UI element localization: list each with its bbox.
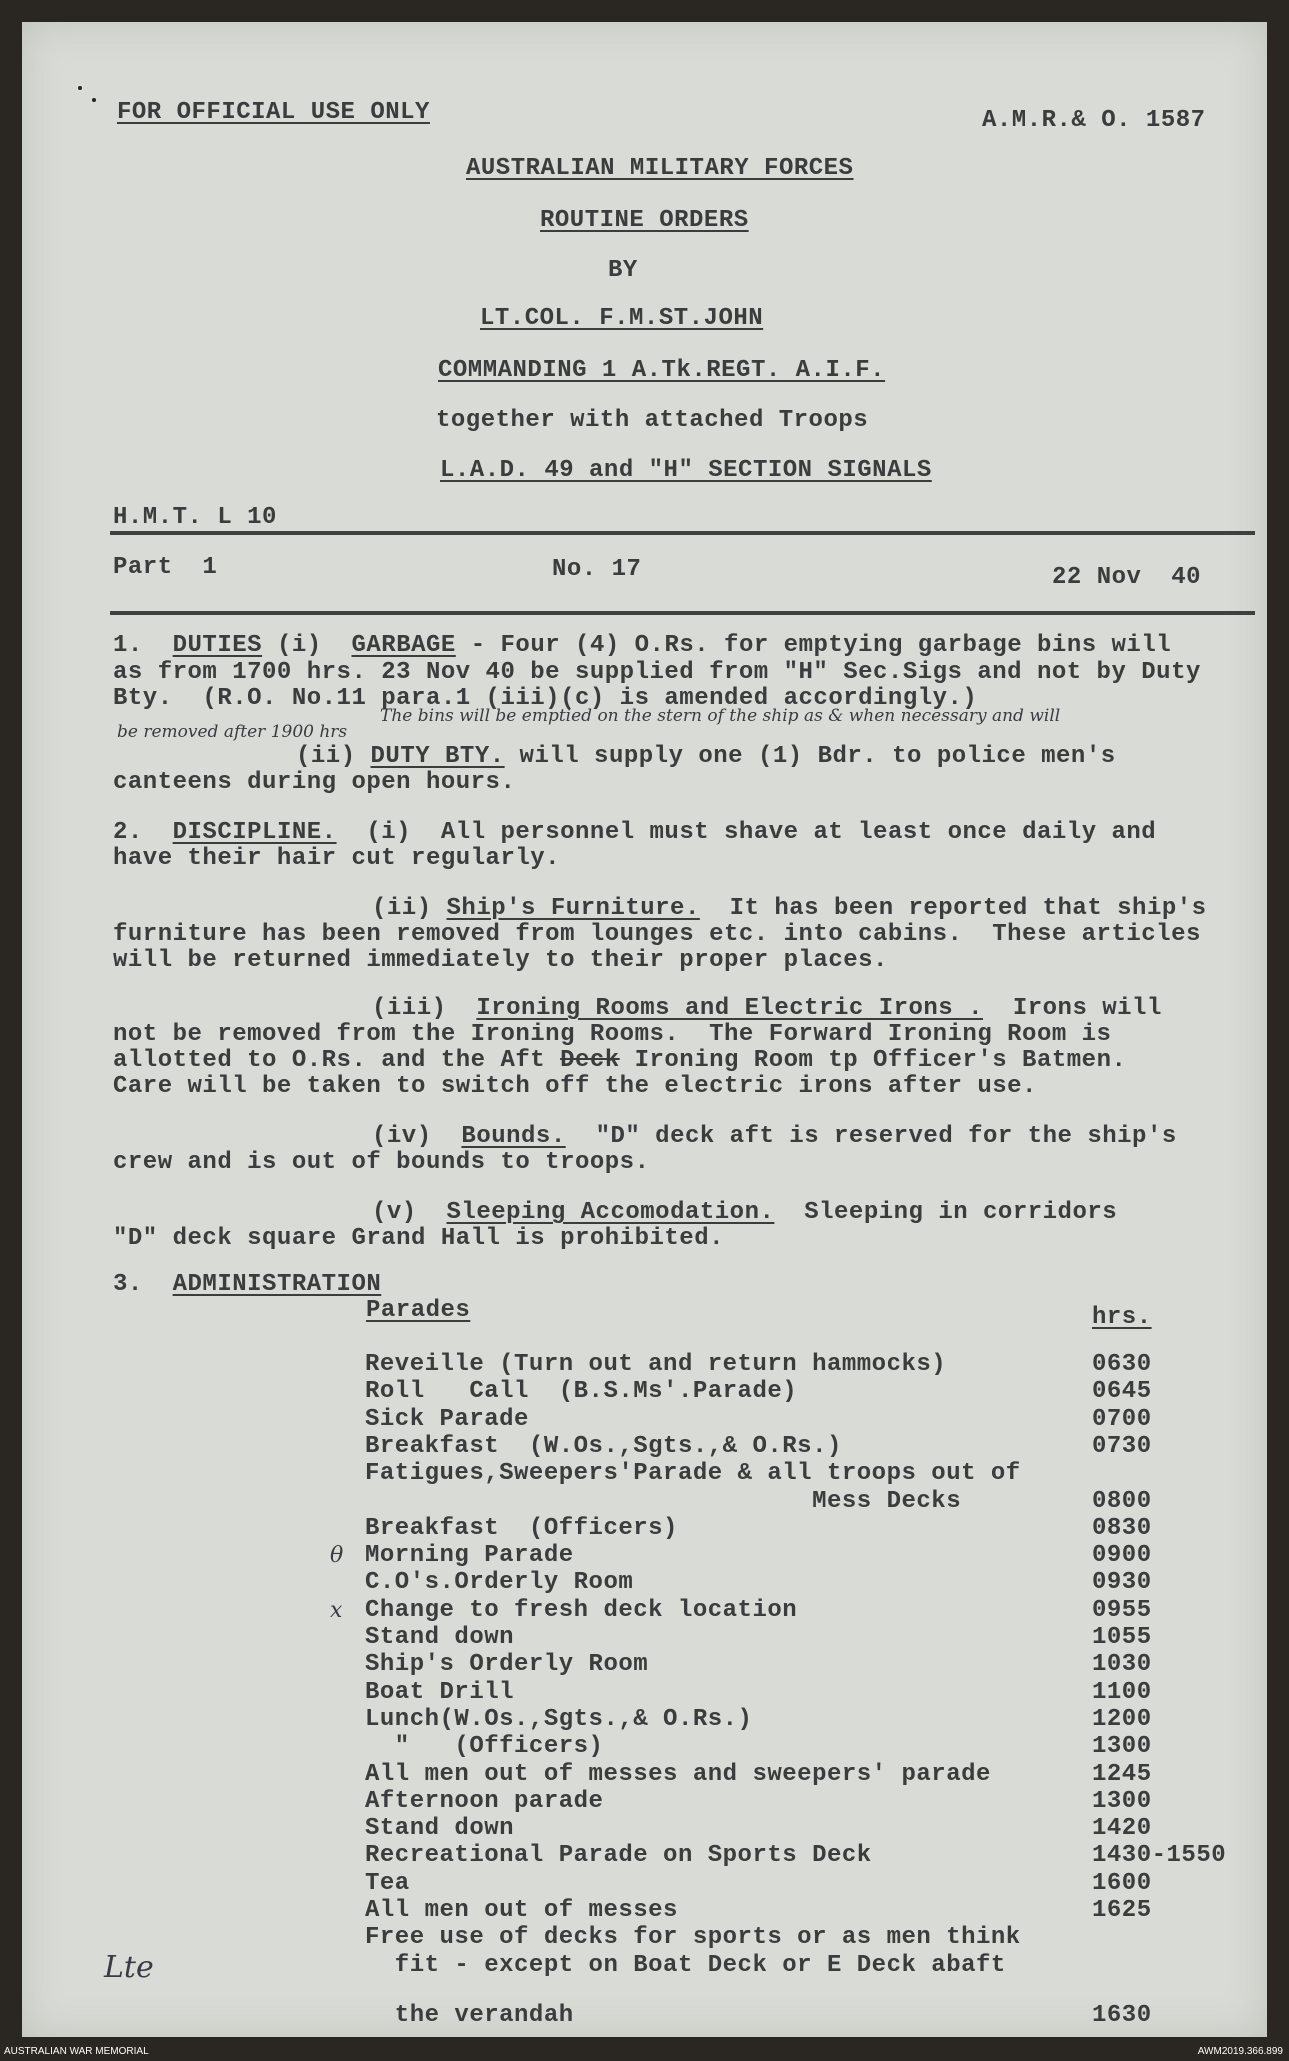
schedule-margin-mark: θ [330, 1543, 344, 1569]
schedule-activity: Stand down [365, 1624, 515, 1651]
schedule-time: 0900 [1092, 1542, 1152, 1570]
section-3-heading: 3. ADMINISTRATION [113, 1271, 382, 1298]
footer-accession-number: AWM2019.366.899 [1197, 2046, 1283, 2057]
schedule-time: 1300 [1092, 1787, 1152, 1815]
command-line: COMMANDING 1 A.Tk.REGT. A.I.F. [438, 357, 886, 384]
section-2-ii-line-3: will be returned immediately to their proper places. [113, 947, 888, 974]
schedule-activity: Breakfast (Officers) [365, 1514, 678, 1542]
order-number: No. 17 [552, 556, 642, 583]
schedule-time: 1200 [1092, 1705, 1152, 1733]
schedule-time: 1420 [1092, 1815, 1152, 1843]
schedule-activity: Fatigues,Sweepers'Parade & all troops out of [365, 1460, 1021, 1488]
section-2-iv-line-2: crew and is out of bounds to troops. [113, 1149, 650, 1176]
section-2-iii-line-4: Care will be taken to switch off the electric irons after use. [113, 1073, 1037, 1100]
handwritten-note-1: The bins will be emptied on the stern of the ship as & when necessary and will [380, 706, 1061, 726]
schedule-activity: Ship's Orderly Room [365, 1651, 649, 1679]
order-date: 22 Nov 40 [1052, 564, 1202, 591]
section-2-v-line-2: "D" deck square Grand Hall is prohibited. [113, 1225, 724, 1252]
schedule-time: 0830 [1092, 1514, 1152, 1542]
schedule-activity: Recreational Parade on Sports Deck [365, 1842, 872, 1870]
schedule-activity: fit - except on Boat Deck or E Deck abaft [365, 1951, 1006, 1979]
section-2-iii-line-3: allotted to O.Rs. and the Aft Deck Ironing Room tp Officer's Batmen. [113, 1047, 1127, 1074]
section-2-iv-line-1: (iv) Bounds. "D" deck aft is reserved for the ship's [372, 1123, 1177, 1150]
document-reference: A.M.R.& O. 1587 [982, 107, 1206, 134]
ironing-rooms-heading: Ironing Rooms and Electric Irons . [476, 995, 984, 1022]
section-1-ii-line-2: canteens during open hours. [113, 769, 516, 796]
schedule-activity: Afternoon parade [365, 1787, 604, 1815]
schedule-activity: Stand down [365, 1815, 515, 1843]
attached-troops-line: together with attached Troops [436, 407, 869, 434]
schedule-time: 0645 [1092, 1378, 1152, 1406]
sleeping-accomodation-heading: Sleeping Accomodation. [446, 1199, 775, 1226]
schedule-activity: Tea [365, 1869, 410, 1897]
schedule-activity: Free use of decks for sports or as men think [365, 1924, 1021, 1952]
schedule-activity: Change to fresh deck location [365, 1596, 798, 1624]
signature: Lte [104, 1950, 154, 1985]
schedule-activity: Reveille (Turn out and return hammocks) [365, 1351, 947, 1378]
schedule-time: 1245 [1092, 1760, 1152, 1788]
section-2-line-2: have their hair cut regularly. [113, 845, 561, 872]
schedule-time: 1625 [1092, 1897, 1152, 1924]
schedule-time: 0955 [1092, 1596, 1152, 1624]
schedule-activity: the verandah [365, 2002, 574, 2030]
schedule-time: 1430-1550 [1092, 1842, 1227, 1870]
schedule-time: 0800 [1092, 1487, 1152, 1515]
schedule-time: 0700 [1092, 1405, 1152, 1433]
schedule-activity: " (Officers) [365, 1733, 604, 1761]
schedule-activity: C.O's.Orderly Room [365, 1569, 634, 1597]
by-line: BY [608, 257, 638, 284]
schedule-activity: Roll Call (B.S.Ms'.Parade) [365, 1378, 798, 1406]
section-2-ii-line-1: (ii) Ship's Furniture. It has been reported that ship's [372, 895, 1207, 922]
schedule-time: 1300 [1092, 1733, 1152, 1761]
schedule-activity: Sick Parade [365, 1405, 529, 1433]
schedule-activity: Lunch(W.Os.,Sgts.,& O.Rs.) [365, 1705, 753, 1733]
schedule-activity: Mess Decks [365, 1487, 962, 1515]
duty-bty-heading: DUTY BTY. [370, 743, 505, 770]
handwritten-note-2: be removed after 1900 hrs [117, 722, 348, 742]
section-2-line-1: 2. DISCIPLINE. (i) All personnel must shave at least once daily and [113, 819, 1157, 846]
schedule-time: 0730 [1092, 1432, 1152, 1460]
hrs-column-header: hrs. [1092, 1304, 1152, 1331]
schedule-margin-mark: x [330, 1597, 343, 1623]
schedule-activity: Boat Drill [365, 1678, 515, 1706]
parades-column-header: Parades [366, 1297, 471, 1324]
section-1-line-3: Bty. (R.O. No.11 para.1 (iii)(c) is amended accordingly.) [113, 685, 978, 712]
units-line: L.A.D. 49 and "H" SECTION SIGNALS [440, 457, 932, 484]
garbage-heading: GARBAGE [351, 632, 456, 659]
schedule-activity: All men out of messes and sweepers' parade [365, 1760, 991, 1788]
schedule-time: 1100 [1092, 1678, 1152, 1706]
part-number: Part 1 [113, 554, 218, 581]
ship-designation: H.M.T. L 10 [113, 504, 277, 531]
document-title: ROUTINE ORDERS [540, 207, 749, 234]
ships-furniture-heading: Ship's Furniture. [446, 895, 700, 922]
section-1-line-1: 1. DUTIES (i) GARBAGE - Four (4) O.Rs. for emptying garbage bins will [113, 632, 1172, 659]
struck-word: Deck [560, 1047, 620, 1074]
discipline-heading: DISCIPLINE. [172, 819, 337, 846]
schedule-activity: Breakfast (W.Os.,Sgts.,& O.Rs.) [365, 1432, 842, 1460]
section-2-iii-line-1: (iii) Ironing Rooms and Electric Irons . Irons will [372, 995, 1162, 1022]
officer-name: LT.COL. F.M.ST.JOHN [480, 305, 764, 332]
section-2-v-line-1: (v) Sleeping Accomodation. Sleeping in corridors [372, 1199, 1118, 1226]
schedule-time: 0630 [1092, 1351, 1152, 1378]
classification-label: FOR OFFICIAL USE ONLY [117, 99, 430, 126]
bounds-heading: Bounds. [461, 1123, 566, 1150]
section-2-ii-line-2: furniture has been removed from lounges etc. into cabins. These articles [113, 921, 1201, 948]
section-1-ii-line-1: (ii) DUTY BTY. will supply one (1) Bdr. to police men's [296, 743, 1116, 770]
schedule-activity: All men out of messes [365, 1897, 678, 1924]
parade-schedule [22, 0, 1267, 2061]
schedule-time: 1630 [1092, 2002, 1152, 2030]
schedule-time: 1030 [1092, 1651, 1152, 1679]
schedule-time: 1055 [1092, 1624, 1152, 1651]
administration-heading: ADMINISTRATION [172, 1271, 382, 1298]
schedule-activity: Morning Parade [365, 1542, 574, 1570]
footer-institution: AUSTRALIAN WAR MEMORIAL [4, 2046, 149, 2057]
organisation-heading: AUSTRALIAN MILITARY FORCES [466, 155, 854, 182]
schedule-time: 0930 [1092, 1569, 1152, 1597]
duties-heading: DUTIES [172, 632, 263, 659]
schedule-time: 1600 [1092, 1869, 1152, 1897]
section-1-line-2: as from 1700 hrs. 23 Nov 40 be supplied from "H" Sec.Sigs and not by Duty [113, 659, 1201, 686]
section-2-iii-line-2: not be removed from the Ironing Rooms. The Forward Ironing Room is [113, 1021, 1112, 1048]
